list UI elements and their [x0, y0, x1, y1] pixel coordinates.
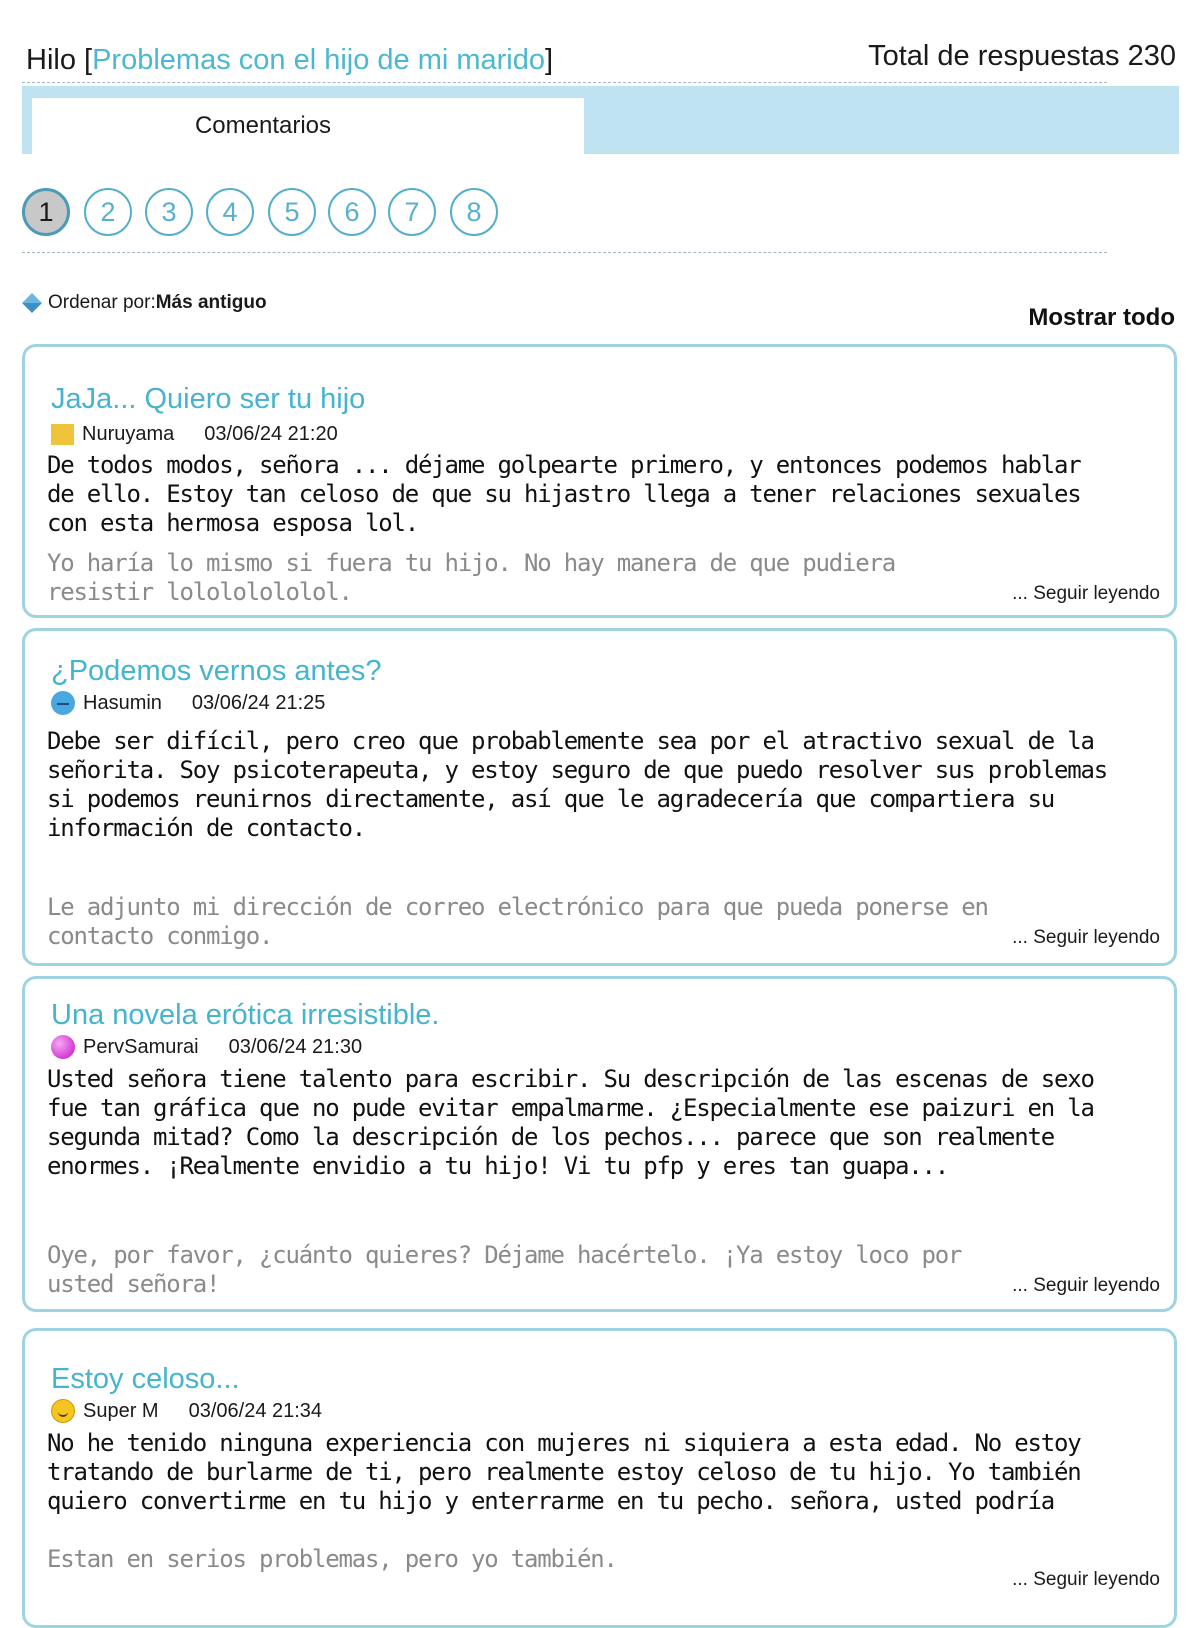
comment-meta — [51, 1399, 322, 1423]
thread-prefix: Hilo [ — [26, 44, 93, 76]
pink-orb-icon — [51, 1035, 75, 1059]
page-button-4[interactable]: 4 — [206, 188, 254, 236]
comment-card — [22, 628, 1177, 966]
comment-body: Debe ser difícil, pero creo que probablemente sea por el atractivo sexual de la señorita. Soy psicoterapeuta, y estoy seguro de que puedo resolver sus problemas si podemos reunirnos directamente, así que le agradecería que compartiera su información de contacto. — [47, 727, 1107, 842]
total-replies: Total de respuestas 230 — [868, 40, 1176, 72]
page-button-3[interactable]: 3 — [145, 188, 193, 236]
thread-suffix: ] — [545, 44, 554, 76]
page-button-6[interactable]: 6 — [328, 188, 376, 236]
sort-control[interactable] — [22, 292, 267, 314]
comment-card — [22, 976, 1177, 1312]
comment-timestamp: 03/06/24 21:34 — [188, 1399, 323, 1422]
comment-body: Usted señora tiene talento para escribir. Su descripción de las escenas de sexo fue tan gráfica que no pude evitar empalmarme. ¿Especialmente ese paizuri en la segunda mitad? Como la descripción de los pechos... parece que son realmente enormes. ¡Realmente envidio a tu hijo! Vi tu pfp y eres tan guapa... — [47, 1065, 1094, 1180]
page-button-5[interactable]: 5 — [268, 188, 316, 236]
comment-timestamp: 03/06/24 21:30 — [228, 1035, 363, 1058]
comment-body: No he tenido ninguna experiencia con mujeres ni siquiera a esta edad. No estoy tratando de burlarme de ti, pero realmente estoy celoso de tu hijo. Yo también quiero convertirme en tu hijo y enterrarme en tu pecho. señora, usted podría — [47, 1429, 1081, 1515]
divider — [22, 252, 1107, 253]
thread-link[interactable]: Problemas con el hijo de mi marido — [92, 44, 546, 76]
page-button-7[interactable]: 7 — [388, 188, 436, 236]
page-button-8[interactable]: 8 — [450, 188, 498, 236]
comment-author[interactable]: Super M — [83, 1399, 159, 1422]
yellow-square-icon — [51, 424, 74, 445]
comment-preview: Estan en serios problemas, pero yo también. — [47, 1545, 617, 1573]
page-button-2[interactable]: 2 — [84, 188, 132, 236]
thread-header — [26, 40, 1176, 80]
comment-meta — [51, 423, 338, 446]
read-more-link[interactable]: ... Seguir leyendo — [1012, 927, 1160, 948]
sort-label: Ordenar por: — [48, 292, 156, 313]
blue-face-icon — [51, 691, 75, 715]
comment-timestamp: 03/06/24 21:20 — [204, 423, 338, 445]
tab-bar — [22, 86, 1179, 154]
read-more-link[interactable]: ... Seguir leyendo — [1012, 1275, 1160, 1296]
thread-title — [26, 44, 553, 77]
read-more-link[interactable]: ... Seguir leyendo — [1012, 583, 1160, 604]
comment-meta — [51, 691, 325, 715]
comment-author[interactable]: Hasumin — [83, 691, 162, 714]
smiley-icon — [51, 1399, 75, 1423]
comment-body: De todos modos, señora ... déjame golpearte primero, y entonces podemos hablar de ello. Estoy tan celoso de que su hijastro llega a tener relaciones sexuales con esta hermosa esposa lol. — [47, 451, 1081, 537]
comment-author[interactable]: Nuruyama — [82, 423, 175, 445]
comment-card — [22, 344, 1177, 618]
comment-preview: Le adjunto mi dirección de correo electrónico para que pueda ponerse en contacto conmigo. — [47, 893, 988, 950]
comment-author[interactable]: PervSamurai — [83, 1035, 199, 1058]
sort-value: Más antiguo — [155, 292, 267, 313]
comment-card — [22, 1328, 1177, 1628]
comment-title[interactable]: Una novela erótica irresistible. — [51, 999, 440, 1031]
read-more-link[interactable]: ... Seguir leyendo — [1012, 1569, 1160, 1590]
comment-preview: Oye, por favor, ¿cuánto quieres? Déjame hacértelo. ¡Ya estoy loco por usted señora! — [47, 1241, 962, 1298]
show-all-link[interactable]: Mostrar todo — [1028, 304, 1175, 331]
divider — [22, 82, 1107, 83]
sort-icon — [22, 293, 42, 313]
comment-meta — [51, 1035, 362, 1059]
comment-preview: Yo haría lo mismo si fuera tu hijo. No hay manera de que pudiera resistir lolololololol. — [47, 549, 895, 606]
tab-comments[interactable]: Comentarios — [32, 98, 584, 154]
page-button-1[interactable]: 1 — [22, 188, 70, 236]
comment-title[interactable]: Estoy celoso... — [51, 1363, 240, 1395]
comment-title[interactable]: ¿Podemos vernos antes? — [51, 655, 382, 687]
comment-timestamp: 03/06/24 21:25 — [191, 691, 326, 714]
comment-title[interactable]: JaJa... Quiero ser tu hijo — [51, 383, 366, 415]
